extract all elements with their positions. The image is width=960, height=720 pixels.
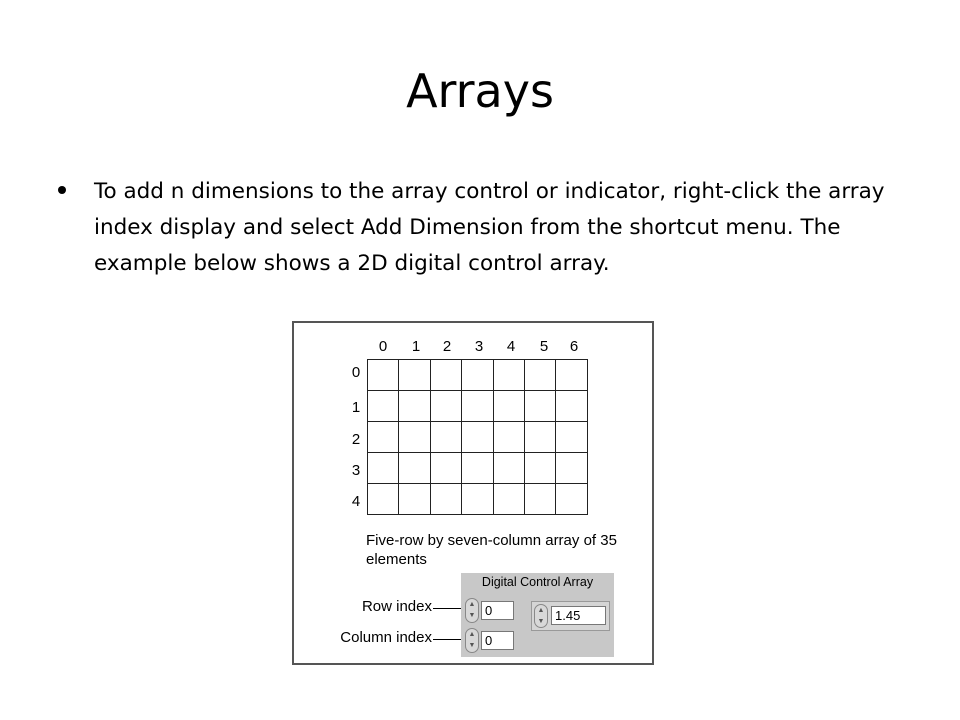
array-cell [556, 484, 587, 515]
array-cell [462, 453, 493, 484]
array-cell [494, 422, 525, 453]
row-index-label: 4 [351, 493, 361, 510]
row-index-label: 2 [351, 431, 361, 448]
array-cell [368, 391, 399, 422]
array-grid [367, 359, 588, 515]
decrement-arrow-icon[interactable]: ▼ [537, 618, 545, 625]
array-cell [494, 484, 525, 515]
array-cell [494, 453, 525, 484]
array-cell [399, 422, 430, 453]
column-index-stepper[interactable] [465, 628, 479, 653]
array-cell [525, 360, 556, 391]
column-index-text: Column index [340, 629, 432, 646]
array-cell [431, 422, 462, 453]
column-index-label: 4 [506, 338, 516, 355]
column-index-label: 6 [569, 338, 579, 355]
array-cell [525, 391, 556, 422]
array-cell [399, 360, 430, 391]
array-cell [556, 422, 587, 453]
element-stepper[interactable] [534, 604, 548, 628]
array-cell [525, 453, 556, 484]
array-caption: Five-row by seven-column array of 35 elements [366, 532, 617, 568]
bullet-dot-icon [58, 186, 66, 194]
column-index-label: 5 [539, 338, 549, 355]
column-index-label: 0 [378, 338, 388, 355]
increment-arrow-icon[interactable]: ▲ [468, 601, 476, 608]
row-index-leader [433, 608, 461, 609]
increment-arrow-icon[interactable]: ▲ [537, 607, 545, 614]
array-cell [431, 484, 462, 515]
array-cell [368, 484, 399, 515]
slide-title: Arrays [406, 64, 554, 118]
array-cell [399, 453, 430, 484]
array-cell [556, 453, 587, 484]
array-cell [556, 360, 587, 391]
row-index-label: 3 [351, 462, 361, 479]
array-figure [292, 321, 654, 665]
array-cell [368, 422, 399, 453]
array-cell [399, 484, 430, 515]
increment-arrow-icon[interactable]: ▲ [468, 631, 476, 638]
array-cell [462, 360, 493, 391]
array-cell [556, 391, 587, 422]
row-index-text: Row index [361, 598, 432, 615]
array-cell [462, 484, 493, 515]
row-index-stepper[interactable] [465, 598, 479, 623]
bullet-text: To add n dimensions to the array control or indicator, right-click the array index display and select Add Dimension from the shortcut menu. The example below shows a 2D digital control array. [94, 179, 885, 276]
array-cell [431, 453, 462, 484]
column-index-label: 3 [474, 338, 484, 355]
column-index-label: 1 [411, 338, 421, 355]
array-cell [399, 391, 430, 422]
array-cell [431, 360, 462, 391]
row-index-label: 1 [351, 399, 361, 416]
digital-control-array-panel [461, 573, 614, 657]
array-cell [431, 391, 462, 422]
array-cell [494, 360, 525, 391]
array-cell [494, 391, 525, 422]
column-index-label: 2 [442, 338, 452, 355]
decrement-arrow-icon[interactable]: ▼ [468, 642, 476, 649]
array-cell [525, 422, 556, 453]
array-cell [368, 453, 399, 484]
row-index-label: 0 [351, 364, 361, 381]
array-cell [525, 484, 556, 515]
array-cell [368, 360, 399, 391]
decrement-arrow-icon[interactable]: ▼ [468, 612, 476, 619]
row-index-field[interactable]: 0 [481, 601, 514, 620]
array-cell [462, 422, 493, 453]
column-index-leader [433, 639, 461, 640]
array-cell [462, 391, 493, 422]
array-element-frame [531, 601, 610, 631]
control-title: Digital Control Array [481, 575, 594, 589]
array-element-field[interactable]: 1.45 [551, 606, 606, 625]
column-index-field[interactable]: 0 [481, 631, 514, 650]
